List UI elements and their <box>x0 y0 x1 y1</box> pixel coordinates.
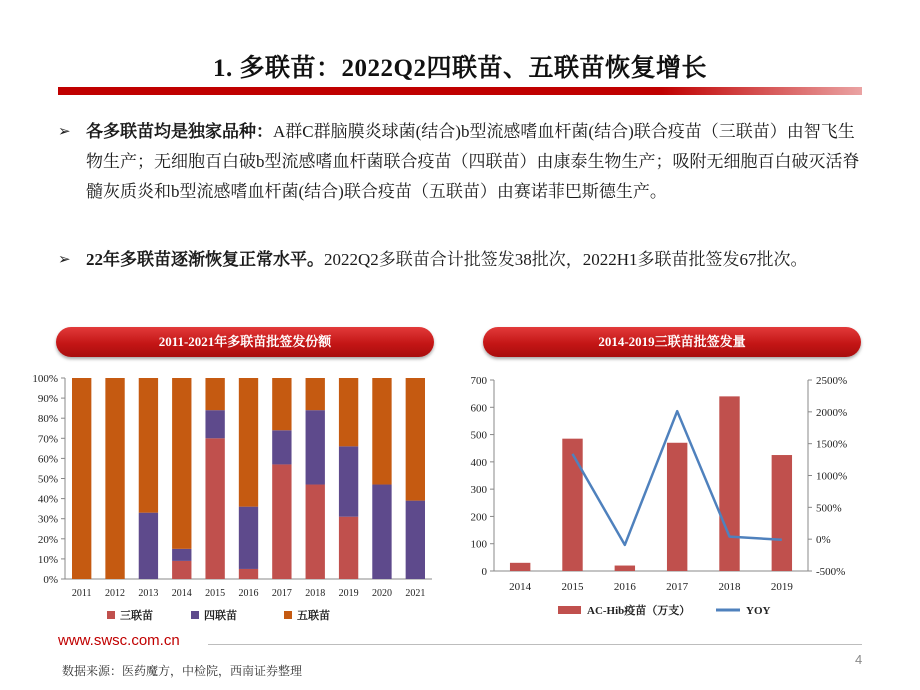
y-tick-label: 700 <box>470 375 487 387</box>
y-tick-label: 90% <box>37 393 58 406</box>
y-tick-label: 0% <box>43 574 58 586</box>
y-tick-label: 80% <box>37 413 58 426</box>
x-tick-label: 2021 <box>405 588 426 599</box>
x-tick-label: 2015 <box>561 581 584 593</box>
bullet-lead: 22年多联苗逐渐恢复正常水平。 <box>86 250 324 269</box>
y2-tick-label: -500% <box>816 566 846 578</box>
bullet-text: A群C群脑膜炎球菌(结合)b型流感嗜血杆菌(结合)联合疫苗（三联苗）由智飞生物生产；无细胞百白破b型流感嗜血杆菌联合疫苗（四联苗）由康泰生物生产；吸附无细胞百白破灭活脊髓灰质炎和b型流感嗜血杆菌(结合)联合疫苗（五联苗）由赛诺菲巴斯德生产。 <box>86 122 860 201</box>
x-tick-label: 2012 <box>105 588 126 599</box>
x-tick-label: 2014 <box>509 581 532 593</box>
x-tick-label: 2015 <box>205 588 226 599</box>
y-tick-label: 100 <box>470 538 487 551</box>
bar <box>719 396 739 571</box>
legend-label: YOY <box>746 605 771 617</box>
bar <box>510 563 530 571</box>
x-tick-label: 2016 <box>238 588 259 599</box>
page-title: 1. 多联苗：2022Q2四联苗、五联苗恢复增长 <box>213 55 707 82</box>
y-tick-label: 400 <box>470 456 487 469</box>
legend-swatch <box>558 606 581 614</box>
page-number: 4 <box>855 652 863 667</box>
y-tick-label: 70% <box>37 433 58 446</box>
y-tick-label: 600 <box>470 402 487 415</box>
y2-tick-label: 2500% <box>816 375 848 387</box>
x-tick-label: 2019 <box>338 588 359 599</box>
x-tick-label: 2017 <box>271 588 292 599</box>
y2-tick-label: 1500% <box>816 438 848 451</box>
y-tick-label: 0 <box>481 566 487 578</box>
y-tick-label: 100% <box>32 373 58 385</box>
y-tick-label: 200 <box>470 511 487 524</box>
x-tick-label: 2013 <box>138 588 159 599</box>
y-tick-label: 500 <box>470 429 487 442</box>
bullet-arrow-icon: ➢ <box>58 124 71 140</box>
y2-tick-label: 2000% <box>816 406 848 419</box>
y2-tick-label: 0% <box>816 534 831 547</box>
bar <box>562 439 582 571</box>
x-tick-label: 2018 <box>718 581 741 593</box>
legend-label: AC-Hib疫苗（万支） <box>587 605 691 617</box>
y-tick-label: 10% <box>37 553 58 566</box>
legend-label: 四联苗 <box>204 610 237 622</box>
y2-tick-label: 1000% <box>816 470 848 483</box>
footer-website[interactable]: www.swsc.com.cn <box>58 632 180 649</box>
bullet-lead: 各多联苗均是独家品种： <box>86 122 273 141</box>
y-tick-label: 300 <box>470 484 487 497</box>
x-tick-label: 2018 <box>305 588 326 599</box>
chart-right-banner: 2014-2019三联苗批签发量 <box>483 327 861 357</box>
y-tick-label: 20% <box>37 533 58 546</box>
chart-left-banner: 2011-2021年多联苗批签发份额 <box>56 327 434 357</box>
x-tick-label: 2014 <box>171 588 192 599</box>
y-tick-label: 40% <box>37 493 58 506</box>
footer-divider <box>208 644 862 645</box>
x-tick-label: 2019 <box>770 581 793 593</box>
y2-tick-label: 500% <box>816 502 842 515</box>
bar <box>772 455 792 571</box>
bullet-arrow-icon: ➢ <box>58 252 71 268</box>
y-tick-label: 60% <box>37 453 58 466</box>
x-tick-label: 2016 <box>613 581 636 593</box>
legend-label: 五联苗 <box>297 610 330 622</box>
x-tick-label: 2011 <box>71 588 92 599</box>
y-tick-label: 30% <box>37 513 58 526</box>
x-tick-label: 2017 <box>666 581 689 593</box>
data-source: 数据来源：医药魔方，中检院，西南证券整理 <box>62 664 303 678</box>
x-tick-label: 2020 <box>371 588 392 599</box>
y-tick-label: 50% <box>37 473 58 486</box>
bar <box>615 566 635 571</box>
bullet-text: 2022Q2多联苗合计批签发38批次，2022H1多联苗批签发67批次。 <box>324 250 808 269</box>
bar <box>667 443 687 571</box>
legend-label: 三联苗 <box>120 610 153 622</box>
